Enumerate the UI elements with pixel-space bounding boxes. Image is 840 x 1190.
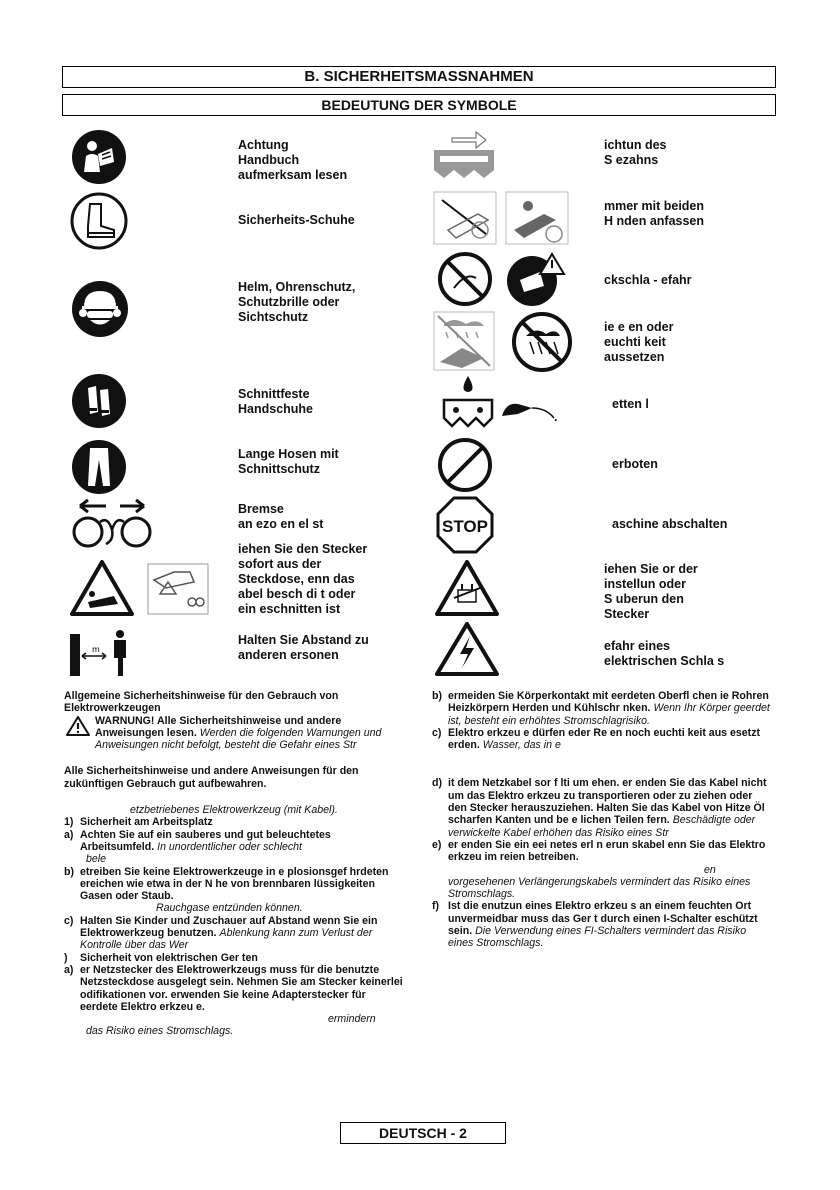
brake-icon — [66, 498, 158, 552]
distance-icon — [68, 628, 136, 678]
unplug-icon — [70, 558, 212, 618]
item-key: a) — [64, 828, 74, 841]
item-c-bold: Halten Sie Kinder und Zuschauer auf Abstand wenn Sie ein Elektrowerkzeug benutzen. — [80, 914, 378, 940]
item-a-bold: Achten Sie auf ein sauberes und gut beleuchtetes Arbeitsumfeld. — [80, 828, 331, 853]
shock-icon — [434, 620, 500, 678]
item-key: e) — [432, 838, 442, 851]
prohibited-icon — [436, 436, 494, 494]
item-rf-italic: Die Verwendung eines FI-Schalters vermindert das Risiko eines Stromschlags. — [448, 925, 747, 950]
kickback-icon — [436, 250, 568, 308]
symbol-label-unplug: iehen Sie den Stecker sofort aus der Steckdose, enn das abel besch di t oder ein eschnitten ist — [238, 542, 368, 616]
stop-icon — [436, 496, 494, 554]
warning-text: WARNUNG! Alle Sicherheitshinweise und andere Anweisungen lesen. — [95, 714, 342, 739]
symbol-label-two-hands: mmer mit beiden H nden anfassen — [604, 199, 705, 228]
symbol-label-plug-warning: iehen Sie or der instellun oder S uberun den Stecker — [604, 562, 698, 621]
item-rf-bold: Ist die enutzun eines Elektro erkzeu s an einem feuchten Ort unvermeidbar muss das Ger t durch einen I-Schalter eschützt sein. — [448, 900, 758, 938]
item-key: c) — [432, 726, 442, 739]
item-key: c) — [64, 914, 74, 927]
warning-triangle-icon — [66, 716, 90, 736]
item-a-italic: In unordentlicher oder schlecht — [157, 840, 302, 853]
item-a2-italic-2: das Risiko eines Stromschlags. — [86, 1025, 234, 1038]
symbol-label-prohibited: erboten — [612, 457, 658, 471]
item-key: b) — [432, 690, 442, 702]
left-text-column — [64, 690, 404, 1038]
stop-sign-text: STOP — [442, 517, 488, 536]
section-title: B. SICHERHEITSMASSNAHMEN — [62, 66, 776, 88]
symbol-label-boots: Sicherheits-Schuhe — [238, 213, 355, 227]
keep-instructions: Alle Sicherheitshinweise und andere Anweisungen für den zukünftigen Gebrauch gut aufbewahren. — [64, 765, 359, 790]
item-re-italic-2: vorgesehenen Verlängerungskabels vermindert das Risiko eines Stromschlags. — [448, 875, 751, 901]
item-a2-italic-1: ermindern — [328, 1013, 376, 1026]
section-subtitle: BEDEUTUNG DER SYMBOLE — [62, 94, 776, 116]
item-rd-bold: it dem Netzkabel sor f lti um ehen. er enden Sie das Kabel nicht um das Elektro erkzeu zu transportieren oder zu ziehen oder den Stecker herauszuziehen. Halten Sie das Kabel von Hitze Öl scharfen Kanten und be e lichen Teilen fern. — [448, 777, 767, 827]
item-key: f) — [432, 900, 440, 913]
item-key: d) — [432, 777, 442, 790]
item-key: ) — [64, 951, 68, 964]
item-rb-bold: ermeiden Sie Körperkontakt mit eerdeten Oberfl chen ie Rohren Heizkörpern Herden und Kühlschr nken. — [448, 690, 769, 715]
plug-warning-icon — [434, 558, 500, 618]
symbol-label-brake: Bremse an ezo en el st — [238, 502, 324, 531]
item-b-italic: Rauchgase entzünden können. — [156, 902, 303, 915]
oil-icon — [440, 374, 560, 428]
right-text-column — [432, 690, 774, 950]
item-key: a) — [64, 963, 74, 976]
symbol-label-kickback: ckschla - efahr — [604, 273, 692, 287]
chain-direction-icon — [432, 128, 496, 186]
symbol-label-helmet: Helm, Ohrenschutz, Schutzbrille oder Sichtschutz — [238, 280, 356, 324]
warning-consequence: Werden die folgenden Warnungen und Anweisungen nicht befolgt, besteht die Gefahr eines Str — [95, 726, 382, 752]
item-rc-italic: Wasser, das in e — [482, 739, 561, 752]
oil-mark: . — [554, 410, 558, 424]
symbol-label-trousers: Lange Hosen mit Schnittschutz — [238, 447, 339, 476]
section-work-area: Sicherheit am Arbeitsplatz — [80, 816, 213, 829]
item-c-italic: Ablenkung kann zum Verlust der Kontrolle über das Wer — [80, 927, 373, 952]
item-a2-bold: er Netzstecker des Elektrowerkzeugs muss für die benutzte Netzsteckdose ausgelegt sein. Nehmen Sie am Stecker keinerlei odifikationen vor. erwenden Sie keine Adapterstecker für eerdete Elektro erkzeu e. — [80, 963, 403, 1013]
symbol-label-chain-direction: ichtun des S ezahns — [604, 138, 667, 167]
item-rd-italic: Beschädigte oder verwickelte Kabel erhöhen das Risiko eines Str — [448, 814, 756, 839]
item-key: 1) — [64, 816, 74, 829]
warning-block — [64, 715, 404, 752]
boot-icon — [70, 192, 128, 250]
symbol-label-rain: ie e en oder euchti keit aussetzen — [604, 320, 674, 364]
item-re-italic-1: en — [704, 863, 716, 876]
symbol-label-distance: Halten Sie Abstand zu anderen ersonen — [238, 633, 369, 662]
item-a-cont: bele — [86, 853, 107, 866]
helmet-icon — [70, 279, 130, 339]
symbol-label-manual: Achtung Handbuch aufmerksam lesen — [238, 138, 348, 182]
distance-unit: m — [92, 645, 100, 654]
cord-note: etzbetriebenes Elektrowerkzeug (mit Kabel). — [130, 804, 338, 817]
symbol-label-oil: etten l — [612, 397, 649, 411]
general-safety-intro: Allgemeine Sicherheitshinweise für den Gebrauch von Elektrowerkzeugen — [64, 690, 339, 715]
item-key: b) — [64, 865, 74, 878]
trousers-icon — [70, 438, 128, 496]
manual-icon — [70, 128, 128, 186]
rain-icon — [432, 310, 574, 372]
item-re-bold: er enden Sie ein eei netes erl n erun skabel enn Sie das Elektro erkzeu im reien betreiben. — [448, 838, 766, 864]
page-footer: DEUTSCH - 2 — [340, 1122, 506, 1144]
item-b-bold: etreiben Sie keine Elektrowerkzeuge in e plosionsgef hrdeten ereichen wie etwa in der N he von brennbaren lüssigkeiten Gasen oder Staub. — [80, 865, 389, 903]
item-rc-bold: Elektro erkzeu e dürfen eder Re en noch euchti keit aus esetzt erden. — [448, 726, 761, 752]
symbol-label-stop: aschine abschalten — [612, 517, 728, 531]
symbol-label-shock: efahr eines elektrischen Schla s — [604, 639, 725, 668]
two-hands-icon — [432, 190, 570, 246]
gloves-icon — [70, 372, 128, 430]
item-rb-italic: Wenn Ihr Körper geerdet ist, besteht ein erhöhtes Stromschlagrisiko. — [448, 702, 770, 727]
section-electrical-safety: Sicherheit von elektrischen Ger ten — [80, 951, 258, 964]
symbol-label-gloves: Schnittfeste Handschuhe — [238, 387, 314, 416]
